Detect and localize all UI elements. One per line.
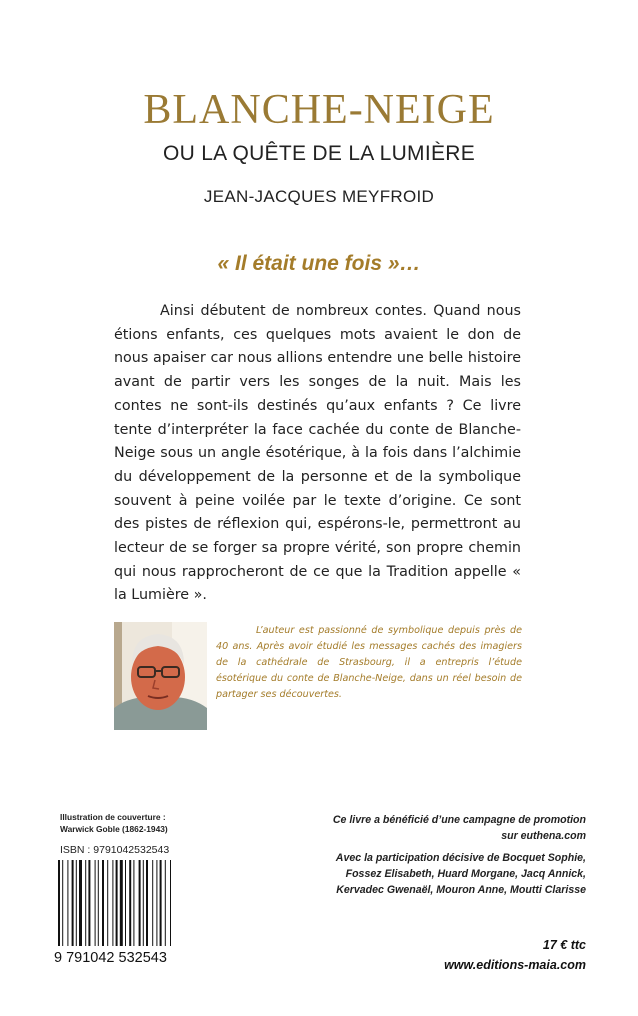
promotion-line-1: Ce livre a bénéficié d’une campagne de promotion (332, 814, 586, 826)
participation-line-2: Fossez Elisabeth, Huard Morgane, Jacq Annick, (345, 868, 586, 880)
publisher-website[interactable]: www.editions-maia.com (444, 958, 586, 972)
price: 17 € ttc (542, 938, 586, 952)
book-subtitle: OU LA QUÊTE DE LA LUMIÈRE (162, 142, 476, 165)
promotion-note (280, 812, 586, 844)
barcode-bar (133, 860, 134, 946)
barcode-bar (129, 860, 131, 946)
participation-line-1: Avec la participation décisive de Bocquet Sophie, (335, 852, 586, 864)
barcode-bar (116, 860, 118, 946)
barcode-bar (102, 860, 104, 946)
author-photo (114, 622, 207, 730)
barcode-bar (139, 860, 141, 946)
barcode-bar (62, 860, 63, 946)
barcode-bar (156, 860, 157, 946)
illustration-credit (60, 811, 260, 835)
barcode-bar (146, 860, 148, 946)
barcode-bar (107, 860, 108, 946)
barcode-bar (76, 860, 77, 946)
barcode-bar (165, 860, 166, 946)
barcode-bar (67, 860, 68, 946)
barcode-bar (95, 860, 96, 946)
barcode-bar (58, 860, 60, 946)
barcode-bar (98, 860, 99, 946)
summary-text: Ainsi débutent de nombreux contes. Quand nous étions enfants, ces quelques mots avaient le don de nous apaiser car nous allions entendre une belle histoire avant de partir vers les songes de la nuit. Mais les contes ne sont-ils destinés qu’aux enfants ? Ce livre tente d’interpréter la face cachée du conte de Blanche-Neige sous un angle ésotérique, à la fois dans l’alchimie du développement de la personne et de la symbolique souvent à peine voilée par le texte d’origine. Ce sont des pistes de réflexion qui, espérons-le, permettront au lecteur de se forger sa propre vérité, son propre chemin qui nous rapprocheront de ce que la Tradition appelle « la Lumière ». (114, 303, 521, 604)
barcode-bar (88, 860, 90, 946)
author-bio: L’auteur est passionné de symbolique depuis près de 40 ans. Après avoir étudié les messages cachés des imagiers de la cathédrale de Strasbourg, il a entrepris l’étude ésotérique du conte de Blanche-Neige, dans un réel besoin de partager ses découvertes. (216, 625, 522, 700)
barcode-bar (170, 860, 171, 946)
barcode-bar (72, 860, 74, 946)
barcode-bar (120, 860, 123, 946)
barcode-bar (160, 860, 162, 946)
opening-quote: « Il était une fois »… (217, 252, 421, 275)
barcode-bar (143, 860, 144, 946)
barcode-bar (152, 860, 153, 946)
barcode-number: 9 791042 532543 (54, 950, 167, 965)
barcode-bar (112, 860, 113, 946)
barcode-bar (79, 860, 82, 946)
author-name: JEAN-JACQUES MEYFROID (203, 187, 435, 206)
promotion-line-2: sur euthena.com (501, 830, 586, 842)
book-title: BLANCHE-NEIGE (143, 87, 495, 133)
isbn-barcode (54, 860, 186, 965)
illustration-credit-artist: Warwick Goble (1862-1943) (60, 824, 168, 834)
barcode-bar (85, 860, 86, 946)
illustration-credit-label: Illustration de couverture : (60, 812, 166, 822)
barcode-bar (125, 860, 126, 946)
participation-credits (280, 850, 586, 898)
isbn-label: ISBN : 9791042532543 (60, 844, 170, 856)
participation-line-3: Kervadec Gwenaël, Mouron Anne, Moutti Clarisse (336, 884, 586, 896)
